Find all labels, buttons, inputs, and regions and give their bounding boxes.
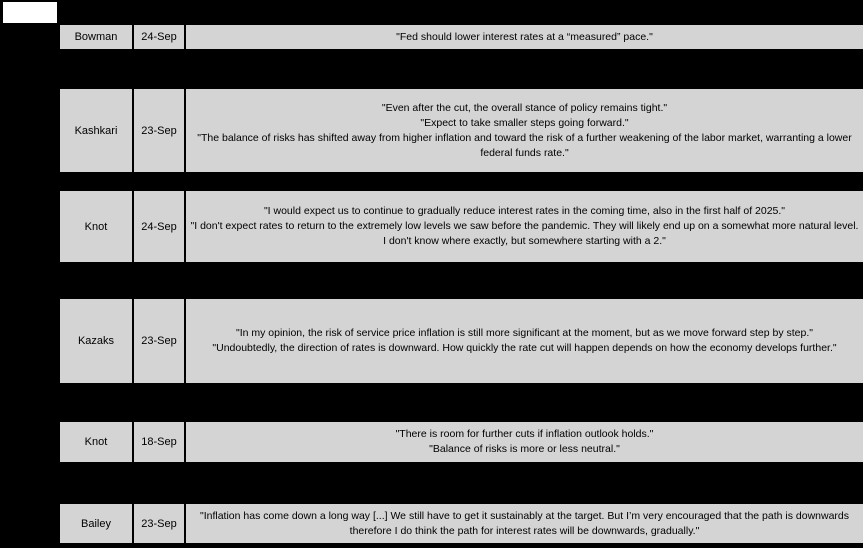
quote-text: "Expect to take smaller steps going forward." bbox=[420, 116, 629, 129]
quote-text: "There is room for further cuts if inflation outlook holds." bbox=[395, 428, 654, 440]
speaker-cell: Kashkari bbox=[60, 89, 134, 172]
table-row bbox=[60, 25, 863, 49]
speaker-cell: Bowman bbox=[60, 25, 134, 49]
quote-text: "Even after the cut, the overall stance of policy remains tight." bbox=[381, 101, 668, 114]
table-row bbox=[60, 422, 863, 462]
quote-text: "I would expect us to continue to gradually reduce interest rates in the coming time, also in the first half of 2025." bbox=[263, 205, 786, 217]
quote-text: "Balance of risks is more or less neutral." bbox=[429, 443, 620, 455]
date-cell: 23-Sep bbox=[134, 89, 186, 172]
quote-cell bbox=[186, 299, 863, 383]
date-cell: 23-Sep bbox=[134, 504, 186, 543]
quote-cell bbox=[186, 191, 863, 262]
speaker-cell: Kazaks bbox=[60, 299, 134, 383]
speaker-cell: Bailey bbox=[60, 504, 134, 543]
date-cell: 24-Sep bbox=[134, 25, 186, 49]
table-row bbox=[60, 89, 863, 172]
table-row bbox=[60, 504, 863, 543]
quote-text: "In my opinion, the risk of service price inflation is still more significant at the moment, but as we move forward step by step." bbox=[235, 327, 814, 339]
quote-cell bbox=[186, 89, 863, 172]
quote-cell bbox=[186, 504, 863, 543]
date-cell: 23-Sep bbox=[134, 299, 186, 383]
quote-text: "The balance of risks has shifted away from higher inflation and toward the risk of a further weakening of the labor market, warranting a lower federal funds rate." bbox=[197, 131, 852, 159]
quote-cell bbox=[186, 422, 863, 462]
table-row bbox=[60, 191, 863, 262]
quote-text: "Inflation has come down a long way [...] We still have to get it sustainably at the target. But I’m very encouraged that the path is downwards therefore I do think the path for interest rates will be downwards, gradually." bbox=[199, 509, 850, 537]
date-cell: 24-Sep bbox=[134, 191, 186, 262]
quote-text: "Fed should lower interest rates at a “measured” pace." bbox=[396, 30, 653, 43]
speaker-cell: Knot bbox=[60, 191, 134, 262]
quote-text: "Undoubtedly, the direction of rates is downward. How quickly the rate cut will happen depends on how the economy develops further." bbox=[212, 342, 837, 354]
quote-text: "I don't expect rates to return to the extremely low levels we saw before the pandemic. They will likely end up on a somewhat more natural level. I don't know where exactly, but somewhere starting with a 2." bbox=[190, 220, 859, 247]
speaker-cell: Knot bbox=[60, 422, 134, 462]
quote-cell bbox=[186, 25, 863, 49]
table-row bbox=[60, 299, 863, 383]
date-cell: 18-Sep bbox=[134, 422, 186, 462]
